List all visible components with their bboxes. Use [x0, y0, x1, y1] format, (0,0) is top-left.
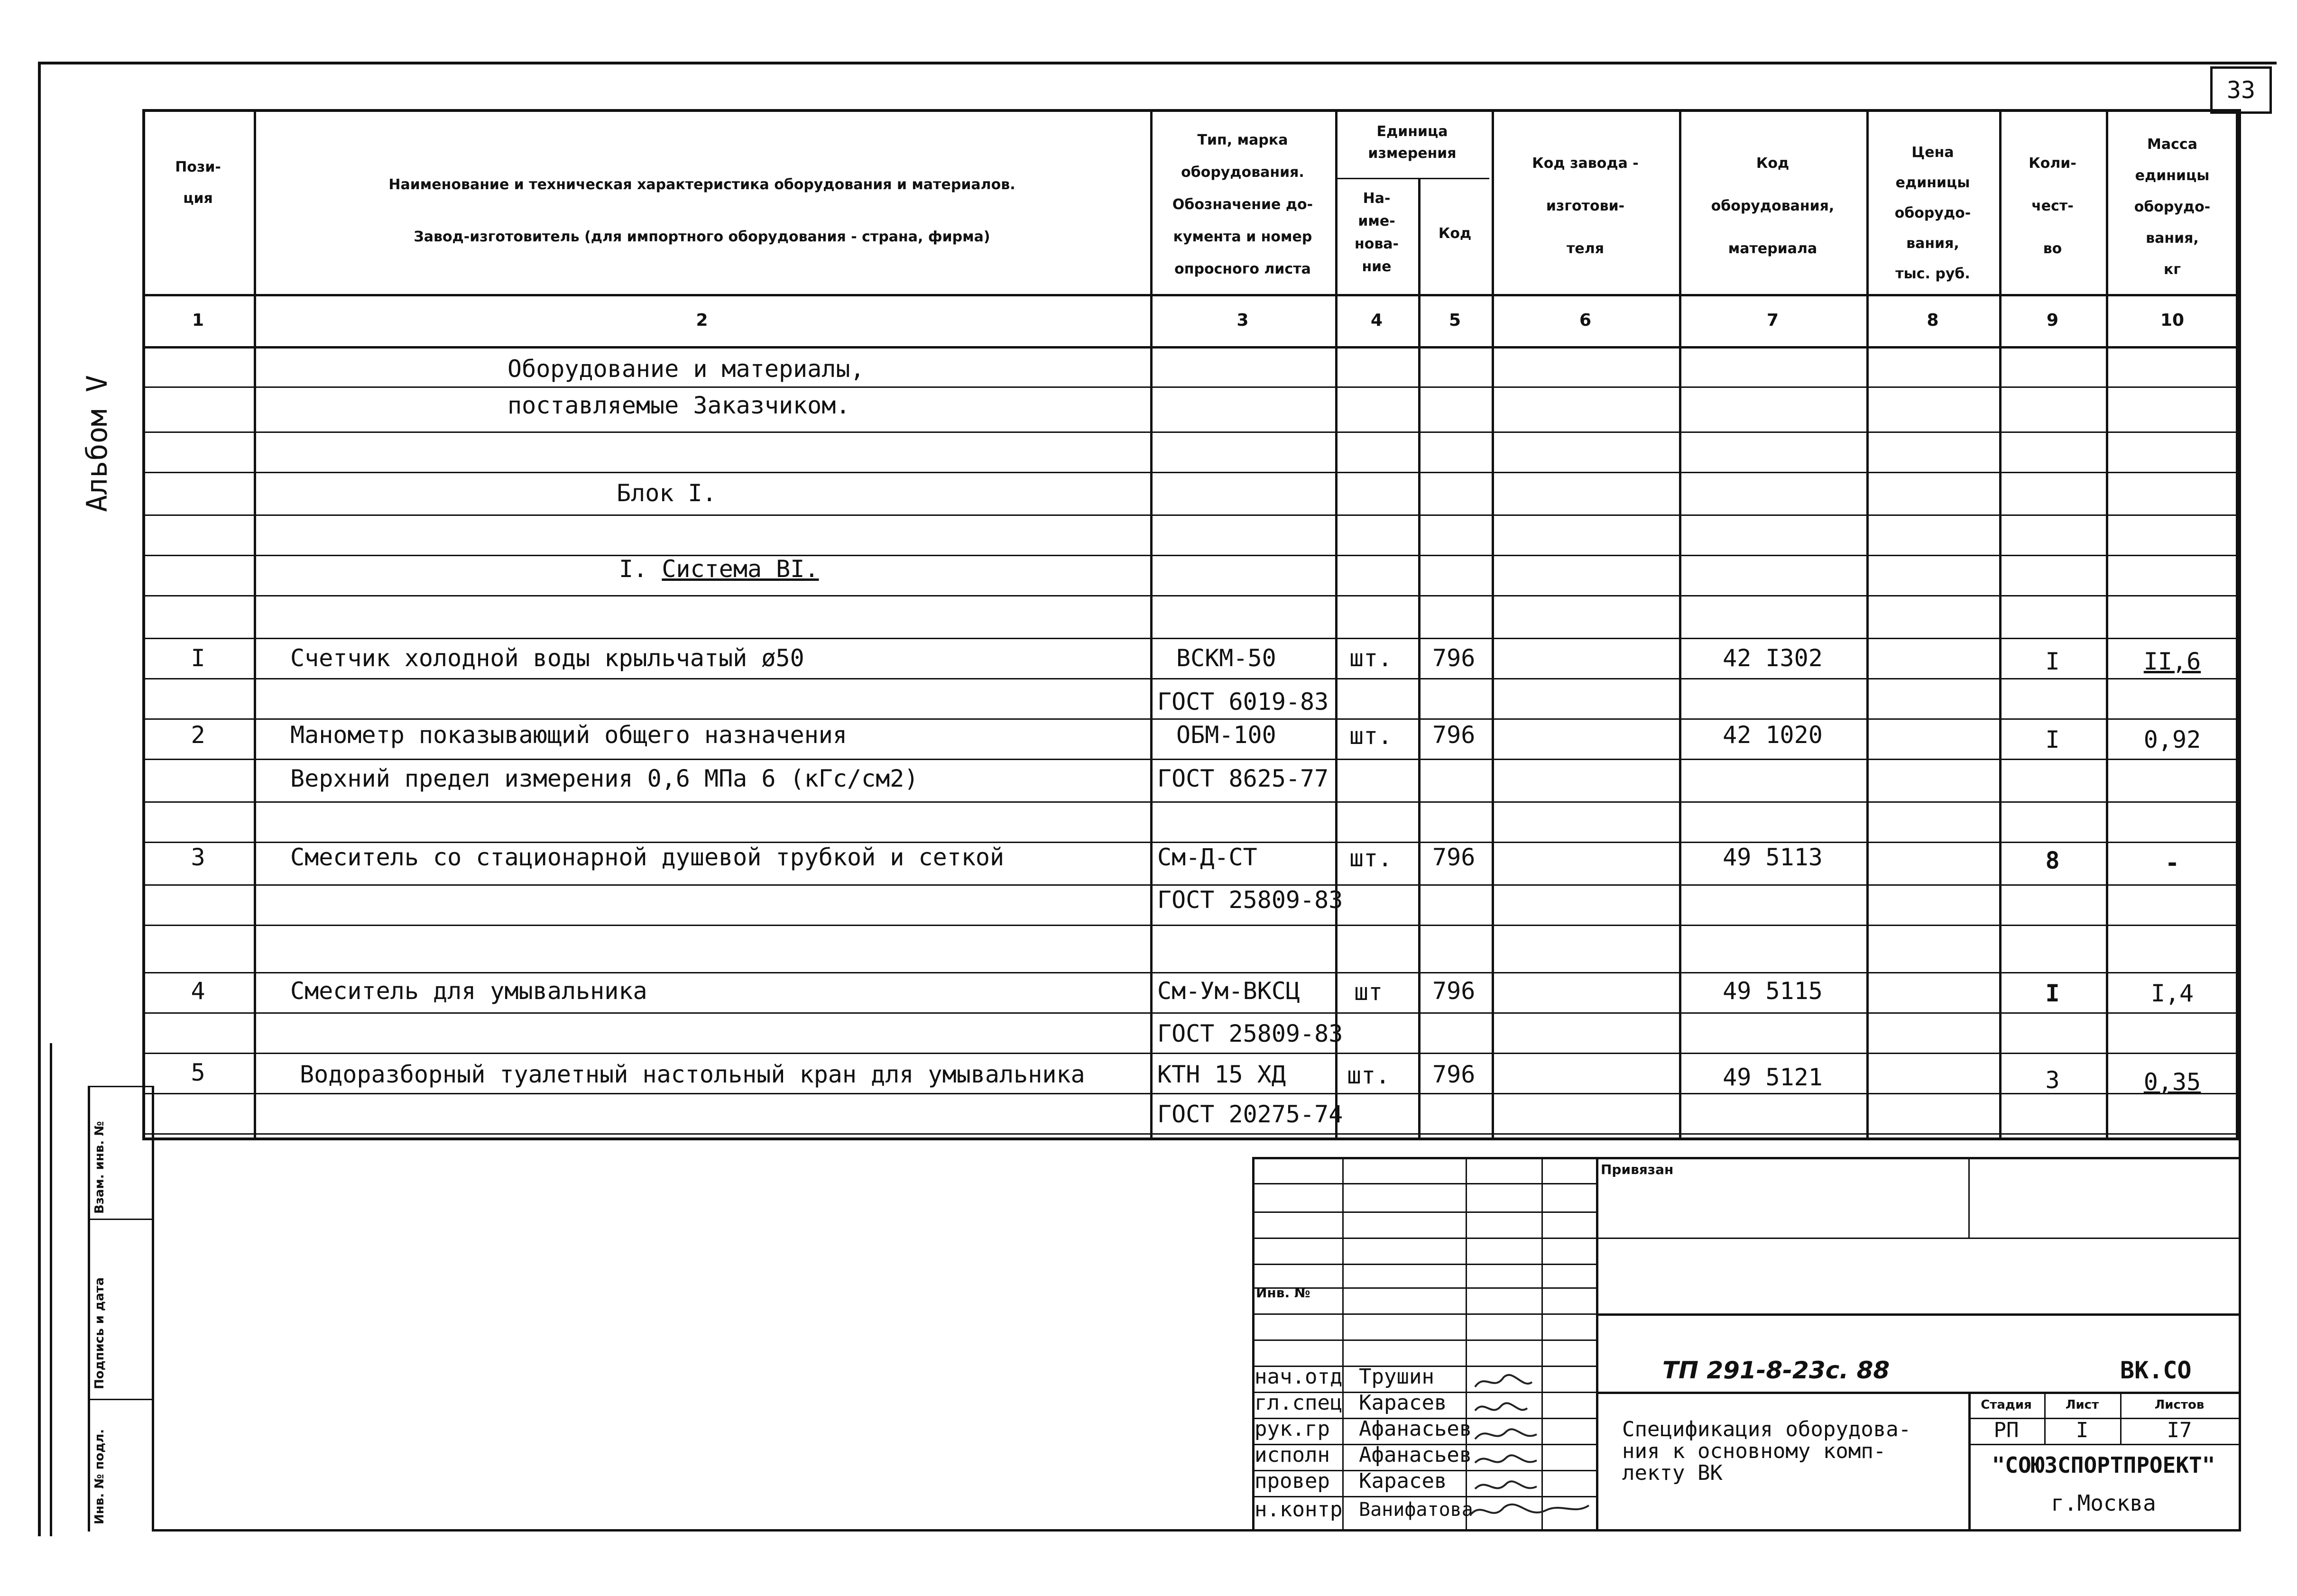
col-header-4: На- име- нова- ние — [1354, 190, 1399, 275]
item-code: 796 — [1432, 977, 1476, 1005]
row-line — [142, 555, 2239, 556]
col-header-3: Тип, марка оборудования. Обозначение до- кумента и номер опросного листа — [1172, 132, 1313, 277]
col-header-1: Пози- ция — [175, 159, 221, 207]
col-num-4: 4 — [1370, 311, 1383, 330]
row-line — [142, 1053, 2239, 1054]
side-stamp-right — [152, 1086, 154, 1532]
side-label-inv-podl: Инв. № подл. — [92, 1429, 107, 1524]
sheet-value: I — [2076, 1418, 2089, 1442]
item-type-gost: ГОСТ 6019-83 — [1157, 688, 1329, 715]
signatures-graphic — [1466, 1363, 1598, 1529]
item-name: Счетчик холодной воды крыльчатый ø50 — [290, 644, 804, 672]
item-type-gost: ГОСТ 8625-77 — [1157, 765, 1329, 792]
item-pos: 3 — [191, 844, 205, 871]
item-qty: I — [2045, 648, 2060, 675]
item-pos: 5 — [191, 1059, 205, 1086]
stamp-row — [1252, 1313, 1596, 1315]
item-name: Манометр показывающий общего назначения — [290, 721, 847, 749]
signer-name: Карасев — [1359, 1391, 1447, 1415]
doc-code: ТП 291-8-23с. 88 — [1662, 1357, 1890, 1384]
album-label: Альбом V — [81, 375, 114, 512]
signer-role: н.контр — [1255, 1497, 1343, 1522]
section-title-line1: Оборудование и материалы, — [507, 355, 865, 383]
signer-role: провер — [1255, 1469, 1330, 1493]
side-stamp-inner — [88, 1086, 90, 1532]
signer-name: Афанасьев — [1359, 1443, 1472, 1467]
row-line — [142, 759, 2239, 760]
row-line — [142, 514, 2239, 516]
row-line — [142, 1093, 2239, 1094]
item-mass: II,6 — [2143, 648, 2201, 675]
item-qty: I — [2045, 726, 2060, 753]
side-stamp-line — [88, 1219, 152, 1220]
row-line — [142, 972, 2239, 973]
block-title: Блок I. — [617, 479, 717, 507]
stamp-row — [1968, 1444, 2239, 1445]
privyazan-label: Привязан — [1601, 1162, 1674, 1177]
page-number: 33 — [2226, 76, 2256, 104]
sheet-code: ВК.СО — [2120, 1357, 2192, 1384]
item-unit: шт. — [1349, 644, 1393, 672]
stage-label: Стадия — [1981, 1398, 2032, 1412]
frame-right — [2239, 109, 2241, 1532]
item-mass: I,4 — [2150, 980, 2194, 1007]
item-pos: 2 — [191, 721, 205, 749]
item-code: 796 — [1432, 844, 1476, 871]
item-qty: 8 — [2045, 847, 2060, 874]
item-type: См-Ум-ВКСЦ — [1157, 977, 1301, 1005]
item-mass: 0,35 — [2143, 1068, 2201, 1096]
signer-role: рук.гр — [1255, 1417, 1330, 1441]
signer-role: исполн — [1255, 1443, 1330, 1467]
row-line — [142, 472, 2239, 473]
inv-label: Инв. № — [1256, 1285, 1310, 1301]
item-pos: 4 — [191, 977, 205, 1005]
stamp-row — [1596, 1238, 2239, 1239]
signer-name: Трушин — [1359, 1365, 1434, 1389]
item-type: См-Д-СТ — [1157, 844, 1257, 871]
stamp-row — [1252, 1183, 1596, 1184]
col-header-9: Коли- чест- во — [2029, 155, 2076, 257]
row-line — [142, 638, 2239, 639]
item-mass: - — [2165, 849, 2180, 877]
org-name: "СОЮЗСПОРТПРОЕКТ" — [1992, 1452, 2215, 1478]
col-header-6: Код завода - изготови- теля — [1532, 155, 1639, 257]
signer-name: Карасев — [1359, 1469, 1447, 1493]
col-num-9: 9 — [2046, 311, 2059, 330]
row-line — [142, 595, 2239, 596]
item-mat-code: 49 5121 — [1723, 1064, 1823, 1091]
row-line — [142, 431, 2239, 433]
system-title — [619, 555, 819, 583]
col-header-10: Масса единицы оборудо- вания, кг — [2134, 136, 2211, 278]
frame-left-bottom — [50, 1043, 52, 1536]
section-title-line2: поставляемые Заказчиком. — [507, 392, 850, 419]
stamp-row — [1252, 1211, 1596, 1213]
signer-name: Афанасьев — [1359, 1417, 1472, 1441]
system-number: I. — [619, 555, 648, 583]
stamp-row — [1596, 1313, 2239, 1316]
item-type: ОБМ-100 — [1176, 721, 1276, 749]
col-num-7: 7 — [1766, 311, 1779, 330]
item-type-gost: ГОСТ 20275-74 — [1157, 1101, 1343, 1128]
stamp-col — [1968, 1157, 1970, 1238]
item-name: Водоразборный туалетный настольный кран для умывальника — [300, 1061, 1085, 1088]
row-line — [142, 801, 2239, 803]
system-name: Система BI. — [662, 555, 819, 583]
side-stamp-line — [88, 1086, 152, 1087]
col-header-7: Код оборудования, материала — [1711, 155, 1835, 257]
item-qty: I — [2045, 980, 2060, 1007]
col-num-5: 5 — [1448, 311, 1461, 330]
colnum-bottom — [142, 346, 2239, 349]
item-unit: шт. — [1349, 844, 1393, 872]
item-type: КТН 15 ХД — [1157, 1061, 1286, 1088]
item-code: 796 — [1432, 721, 1476, 749]
col-header-5: Код — [1438, 225, 1472, 242]
city: г.Москва — [2051, 1490, 2156, 1516]
stage-value: РП — [1993, 1418, 2019, 1442]
row-line — [142, 1133, 2239, 1135]
side-label-podpis: Подпись и дата — [92, 1277, 107, 1389]
item-unit: шт. — [1349, 722, 1393, 750]
item-mat-code: 42 I302 — [1723, 644, 1823, 672]
side-label-vzam: Взам. инв. № — [92, 1121, 107, 1214]
item-code: 796 — [1432, 1061, 1476, 1088]
item-mat-code: 49 5113 — [1723, 844, 1823, 871]
col-num-10: 10 — [2160, 311, 2185, 330]
row-line — [142, 1012, 2239, 1014]
item-type-gost: ГОСТ 25809-83 — [1157, 886, 1343, 914]
col-header-2: Наименование и техническая характеристика оборудования и материалов. Завод-изготовитель (для импортного оборудования - страна, фирма) — [388, 176, 1015, 245]
item-pos: I — [191, 644, 205, 672]
item-mass: 0,92 — [2143, 726, 2201, 753]
signer-role: нач.отд — [1255, 1365, 1343, 1389]
item-name: Смеситель со стационарной душевой трубкой и сеткой — [290, 844, 1005, 871]
row-line — [142, 678, 2239, 679]
col-num-1: 1 — [192, 311, 204, 330]
col-num-6: 6 — [1579, 311, 1592, 330]
item-type-gost: ГОСТ 25809-83 — [1157, 1020, 1343, 1047]
stamp-row — [1252, 1264, 1596, 1265]
col-header-8: Цена единицы оборудо- вания, тыс. руб. — [1894, 144, 1971, 282]
item-name: Смеситель для умывальника — [290, 977, 647, 1005]
header-bottom — [142, 294, 2239, 296]
item-code: 796 — [1432, 644, 1476, 672]
signer-name: Ванифатова — [1359, 1499, 1473, 1521]
col-num-2: 2 — [696, 311, 708, 330]
col-line-1 — [254, 109, 256, 1140]
item-name-extra: Верхний предел измерения 0,6 МПа 6 (кГс/см2) — [290, 765, 919, 792]
doc-title: Спецификация оборудова- ния к основному комп- лекту ВК — [1622, 1417, 1911, 1485]
side-stamp-line — [88, 1399, 152, 1400]
item-unit: шт — [1354, 978, 1383, 1006]
row-line — [142, 386, 2239, 388]
col-num-3: 3 — [1236, 311, 1249, 330]
stamp-row — [1252, 1339, 1596, 1341]
row-line — [142, 718, 2239, 720]
item-mat-code: 49 5115 — [1723, 977, 1823, 1005]
stamp-row — [1252, 1238, 1596, 1239]
item-mat-code: 42 1020 — [1723, 721, 1823, 749]
signer-role: гл.спец — [1255, 1391, 1343, 1415]
sheet-label: Лист — [2065, 1398, 2099, 1412]
unit-group-header: Единица измерения — [1368, 123, 1457, 162]
sheets-value: I7 — [2167, 1418, 2192, 1442]
item-qty: 3 — [2045, 1066, 2060, 1094]
row-line — [142, 925, 2239, 926]
item-unit: шт. — [1347, 1062, 1390, 1089]
unit-group-line — [1335, 178, 1489, 179]
col-num-8: 8 — [1927, 311, 1939, 330]
stamp-col — [1342, 1157, 1344, 1532]
sheets-label: Листов — [2154, 1398, 2205, 1412]
item-type: ВСКМ-50 — [1176, 644, 1276, 672]
